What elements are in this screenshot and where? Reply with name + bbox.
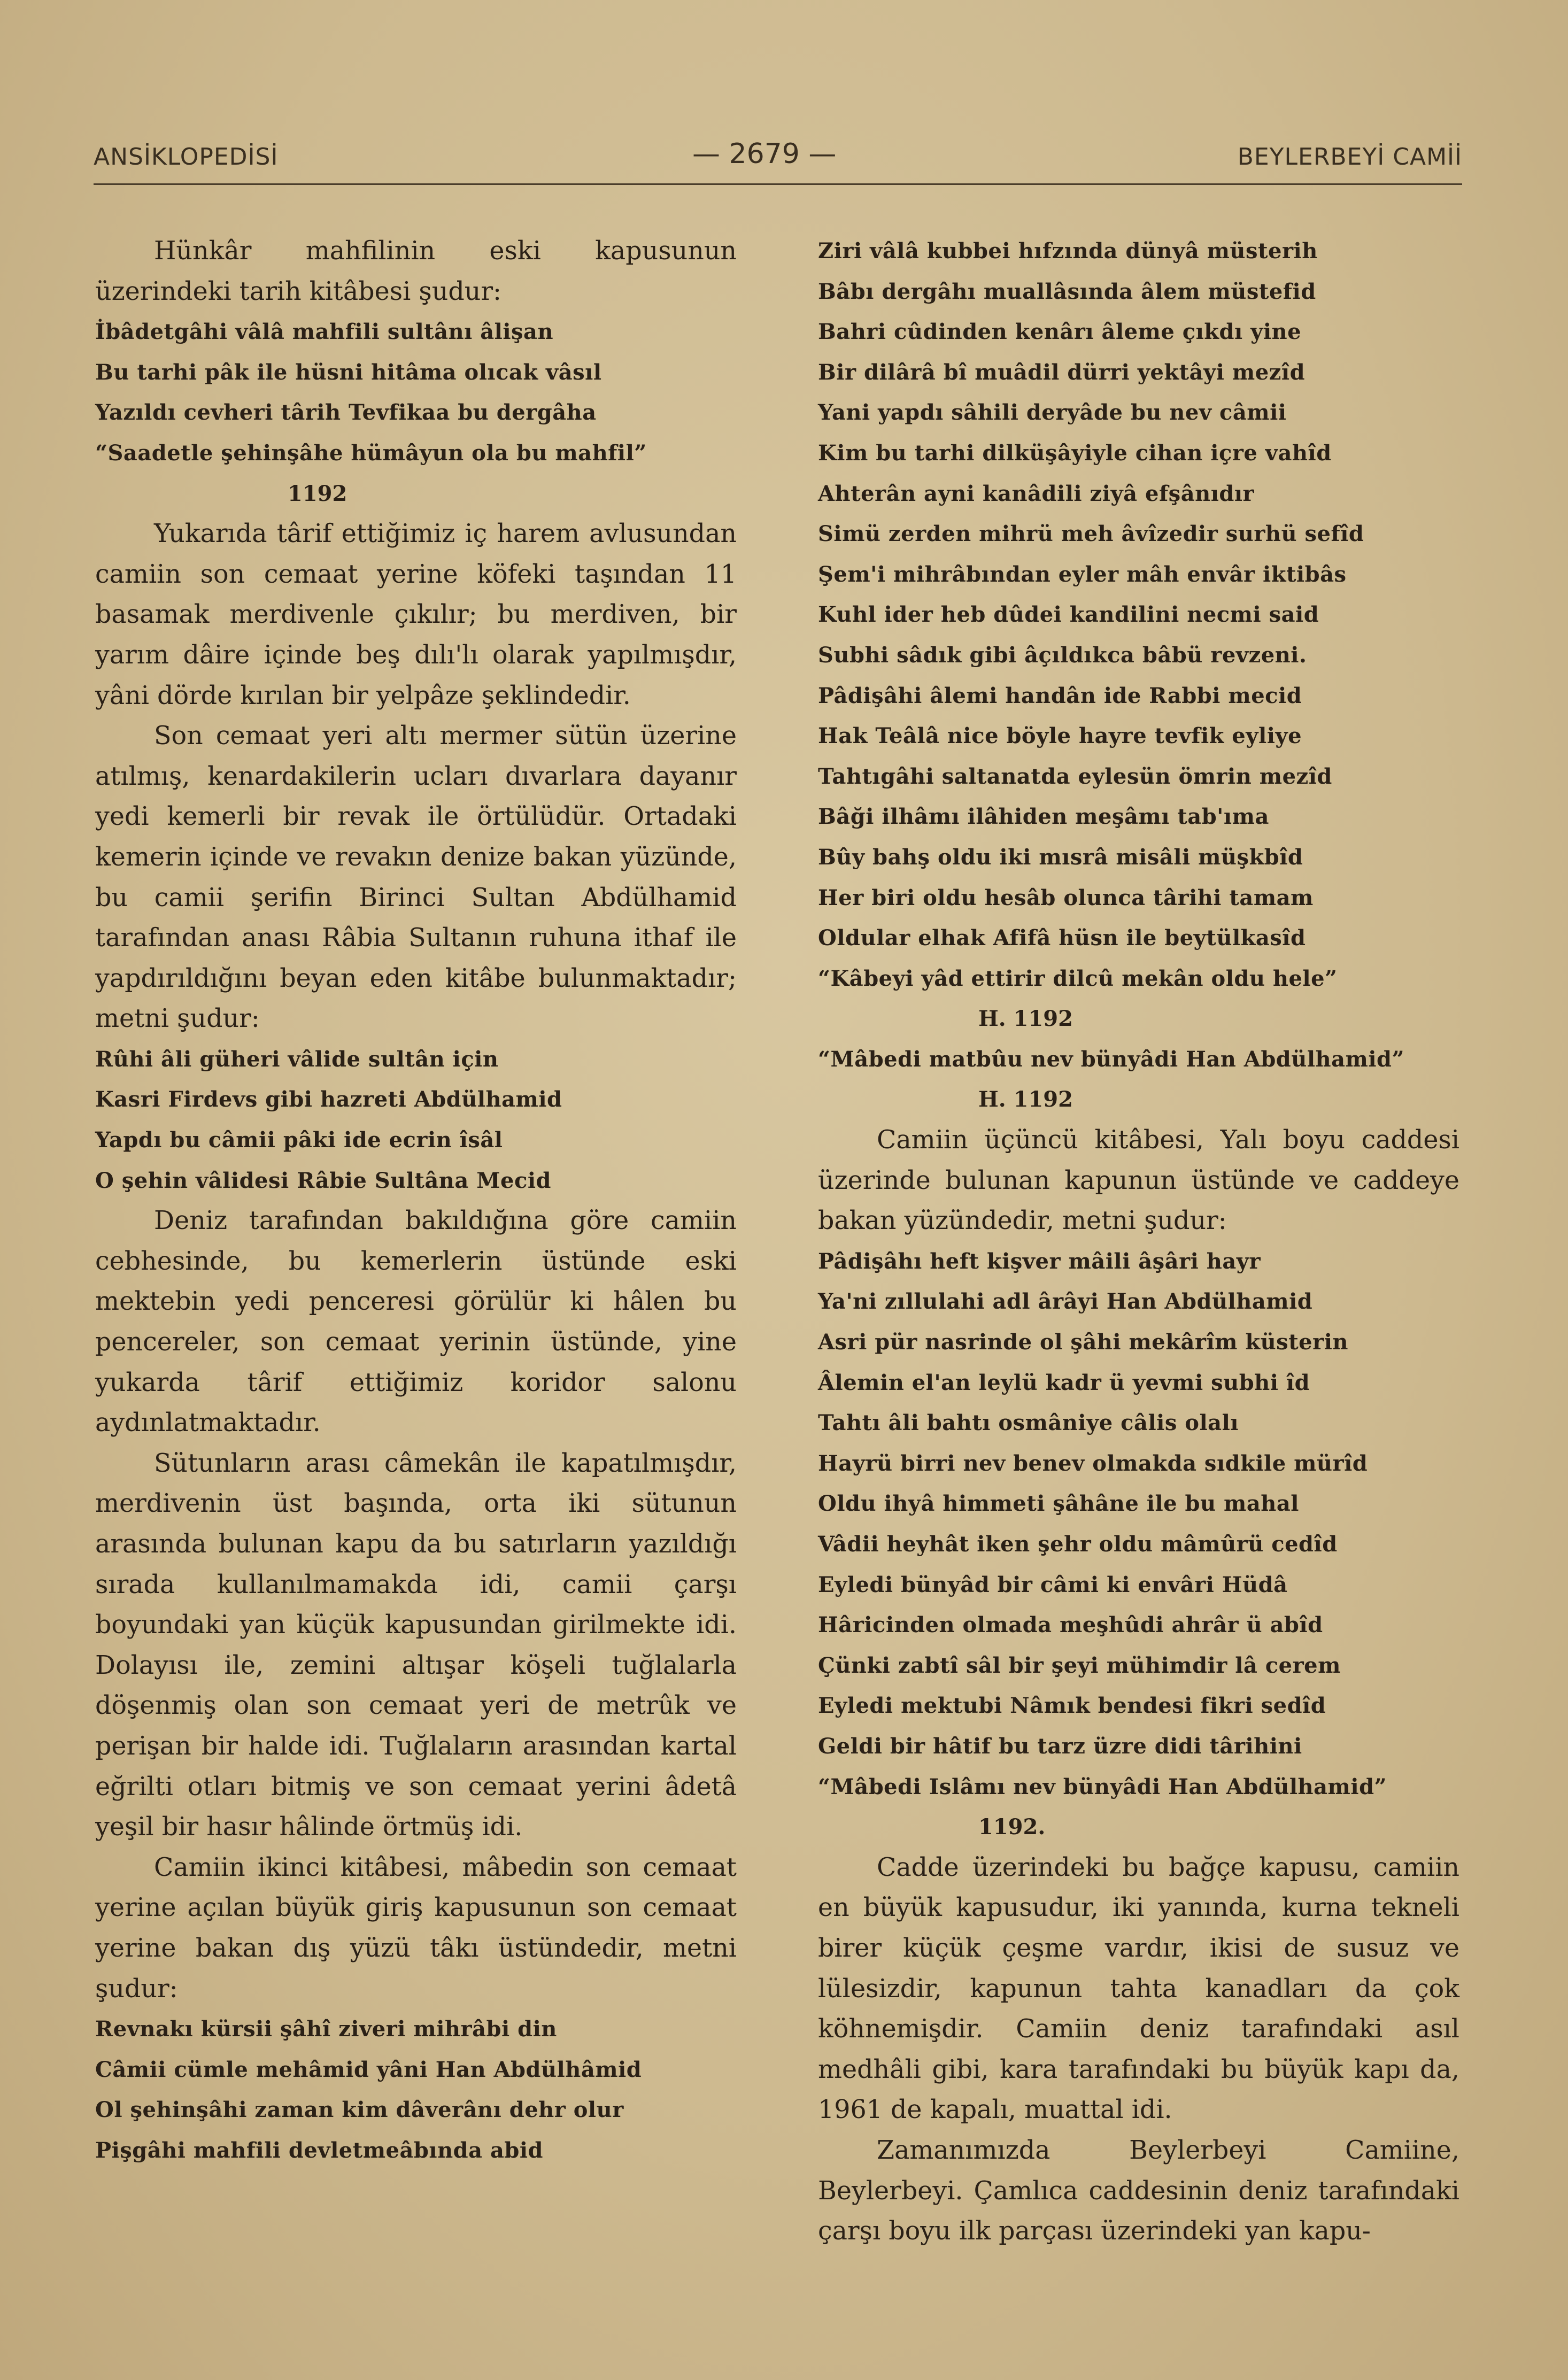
right-column — [818, 231, 1459, 2252]
verse-line: Pâdişâhi âlemi handân ide Rabbi mecid — [818, 683, 1302, 708]
verse-line: Ahterân ayni kanâdili ziyâ efşânıdır — [818, 481, 1255, 506]
verse-line: O şehin vâlidesi Râbie Sultâna Mecid — [95, 1168, 551, 1193]
verse-line: İbâdetgâhi vâlâ mahfili sultânı âlişan — [95, 319, 554, 345]
verse-line: Ziri vâlâ kubbei hıfzında dünyâ müsterih — [818, 238, 1318, 264]
paragraph: Cadde üzerindeki bu bağçe kapusu, camiin en büyük kapusudur, iki yanında, kurna tekneli birer küçük çeşme vardır, ikisi de susuz ve lülesizdir, kapunun tahta kanadları da çok köhnemişdir. Camiin deniz tarafındaki asıl medhâli gibi, kara tarafındaki bu büyük kapı da, 1961 de kapalı, muattal idi. — [818, 1852, 1459, 2125]
verse-line: Ya'ni zıllulahi adl ârâyi Han Abdülhamid — [818, 1289, 1313, 1315]
verse-line: Şem'i mihrâbından eyler mâh envâr iktibâs — [818, 561, 1347, 587]
running-header — [94, 138, 1462, 186]
verse-line: “Kâbeyi yâd ettirir dilcû mekân oldu hele” — [818, 965, 1338, 991]
verse-line: Hâricinden olmada meşhûdi ahrâr ü abîd — [818, 1612, 1323, 1638]
verse-line: Kuhl ider heb dûdei kandilini necmi said — [818, 602, 1319, 628]
verse-line: Pişgâhi mahfili devletmeâbında abid — [95, 2137, 544, 2163]
header-right-title: BEYLERBEYİ CAMİİ — [1237, 143, 1462, 171]
verse-line: Ol şehinşâhi zaman kim dâverânı dehr olur — [95, 2097, 624, 2123]
paragraph: Yukarıda târif ettiğimiz iç harem avlusundan camiin son cemaat yerine köfeki taşından 11 basamak merdivenle çıkılır; bu merdiven, bir yarım dâire içinde beş dılı'lı olarak yapılmışdır, yâni dörde kırılan bir yelpâze şeklindedir. — [95, 519, 737, 710]
verse-line: Câmii cümle mehâmid yâni Han Abdülhâmid — [95, 2057, 642, 2082]
verse-line: Yazıldı cevheri târih Tevfikaa bu dergâha — [95, 400, 597, 426]
verse-block — [95, 312, 737, 473]
verse-line: Bâbı dergâhı muallâsında âlem müstefid — [818, 279, 1316, 304]
verse-block — [818, 231, 1459, 999]
verse-line: Oldu ihyâ himmeti şâhâne ile bu mahal — [818, 1491, 1299, 1517]
verse-line: Subhi sâdık gibi âçıldıkca bâbü revzeni. — [818, 642, 1307, 668]
verse-line: Hayrü birri nev benev olmakda sıdkile mürîd — [818, 1450, 1368, 1476]
year-line: 1192. — [978, 1814, 1046, 1840]
header-left-title: ANSİKLOPEDİSİ — [94, 143, 279, 171]
verse-block — [95, 1039, 737, 1201]
page-number: — 2679 — — [692, 138, 837, 170]
paragraph: Deniz tarafından bakıldığına göre camiin cebhesinde, bu kemerlerin üstünde eski mektebin yedi penceresi görülür ki hâlen bu pencereler, son cemaat yerinin üstünde, yine yukarda târif ettiğimiz koridor salonu aydınlatmaktadır. — [95, 1206, 737, 1438]
verse-line: Simü zerden mihrü meh âvîzedir surhü sefîd — [818, 521, 1364, 547]
verse-line: Bu tarhi pâk ile hüsni hitâma olıcak vâsıl — [95, 359, 602, 385]
verse-block — [95, 2009, 737, 2170]
verse-line: “Mâbedi matbûu nev bünyâdi Han Abdülhamid” — [818, 1046, 1405, 1072]
verse-line: “Saadetle şehinşâhe hümâyun ola bu mahfil” — [95, 440, 647, 466]
verse-line: Bir dilârâ bî muâdil dürri yektâyi mezîd — [818, 359, 1306, 385]
verse-line: Pâdişâhı heft kişver mâili âşâri hayr — [818, 1248, 1261, 1274]
verse-line: Her biri oldu hesâb olunca târihi tamam — [818, 885, 1314, 910]
verse-line: Yani yapdı sâhili deryâde bu nev câmii — [818, 400, 1287, 426]
verse-line: “Mâbedi Islâmı nev bünyâdi Han Abdülhamid” — [818, 1774, 1387, 1799]
paragraph: Hünkâr mahfilinin eski kapusunun üzerindeki tarih kitâbesi şudur: — [95, 236, 737, 306]
paragraph: Camiin üçüncü kitâbesi, Yalı boyu caddesi üzerinde bulunan kapunun üstünde ve caddeye bakan yüzündedir, metni şudur: — [818, 1125, 1459, 1236]
verse-line: Kim bu tarhi dilküşâyiyle cihan içre vahîd — [818, 440, 1332, 466]
paragraph: Son cemaat yeri altı mermer sütün üzerine atılmış, kenardakilerin ucları dıvarlara dayanır yedi kemerli bir revak ile örtülüdür. Ortadaki kemerin içinde ve revakın denize bakan yüzünde, bu camii şerifin Birinci Sultan Abdülhamid tarafından anası Râbia Sultanın ruhuna ithaf ile yapdırıldığını beyan eden kitâbe bulunmaktadır; metni şudur: — [95, 721, 737, 1034]
verse-line: Vâdii heyhât iken şehr oldu mâmûrü cedîd — [818, 1532, 1338, 1557]
verse-line: Rûhi âli güheri vâlide sultân için — [95, 1046, 499, 1072]
verse-block — [818, 1241, 1459, 1807]
verse-line: Bûy bahş oldu iki mısrâ misâli müşkbîd — [818, 844, 1303, 870]
verse-line: Âlemin el'an leylü kadr ü yevmi subhi îd — [818, 1370, 1310, 1395]
verse-line: Asri pür nasrinde ol şâhi mekârîm küsterin — [818, 1330, 1348, 1355]
verse-line: Tahtıgâhi saltanatda eylesün ömrin mezîd — [818, 763, 1332, 789]
verse-line: Revnakı kürsii şâhî ziveri mihrâbi din — [95, 2016, 557, 2042]
verse-line: Bahri cûdinden kenârı âleme çıkdı yine — [818, 319, 1302, 345]
year-line: H. 1192 — [978, 1006, 1073, 1032]
verse-line: Oldular elhak Afifâ hüsn ile beytülkasîd — [818, 925, 1306, 951]
paragraph: Sütunların arası câmekân ile kapatılmışdır, merdivenin üst başında, orta iki sütunun arasında bulunan kapu da bu satırların yazıldığı sırada kullanılmamakda idi, camii çarşı boyundaki yan küçük kapusundan girilmekte idi. Dolayısı ile, zemini altışar köşeli tuğlalarla döşenmiş olan son cemaat yeri de metrûk ve perişan bir halde idi. Tuğlaların arasından kartal eğrilti otları bitmiş ve son cemaat yerini âdetâ yeşil bir hasır hâlinde örtmüş idi. — [95, 1448, 737, 1842]
verse-line: Tahtı âli bahtı osmâniye câlis olalı — [818, 1410, 1239, 1436]
year-line: 1192 — [288, 481, 347, 506]
header-rule — [94, 183, 1462, 185]
verse-line: Çünki zabtî sâl bir şeyi mühimdir lâ cerem — [818, 1652, 1341, 1678]
verse-line: Yapdı bu câmii pâki ide ecrin îsâl — [95, 1127, 503, 1153]
verse-line: Bâği ilhâmı ilâhiden meşâmı tab'ıma — [818, 804, 1269, 830]
verse-line: Eyledi bünyâd bir câmi ki envâri Hüdâ — [818, 1572, 1288, 1597]
year-line: H. 1192 — [978, 1087, 1073, 1112]
paragraph: Zamanımızda Beylerbeyi Camiine, Beylerbeyi. Çamlıca caddesinin deniz tarafındaki çarşı boyu ilk parçası üzerindeki yan kapu- — [818, 2135, 1459, 2246]
verse-line: Eyledi mektubi Nâmık bendesi fikri sedîd — [818, 1693, 1326, 1719]
paragraph: Camiin ikinci kitâbesi, mâbedin son cemaat yerine açılan büyük giriş kapusunun son cemaat yerine bakan dış yüzü tâkı üstündedir, metni şudur: — [95, 1852, 737, 2004]
verse-line: Geldi bir hâtif bu tarz üzre didi târihini — [818, 1733, 1302, 1759]
left-column — [95, 231, 737, 2171]
verse-line: Kasri Firdevs gibi hazreti Abdülhamid — [95, 1087, 562, 1112]
verse-line: Hak Teâlâ nice böyle hayre tevfik eyliye — [818, 723, 1302, 749]
